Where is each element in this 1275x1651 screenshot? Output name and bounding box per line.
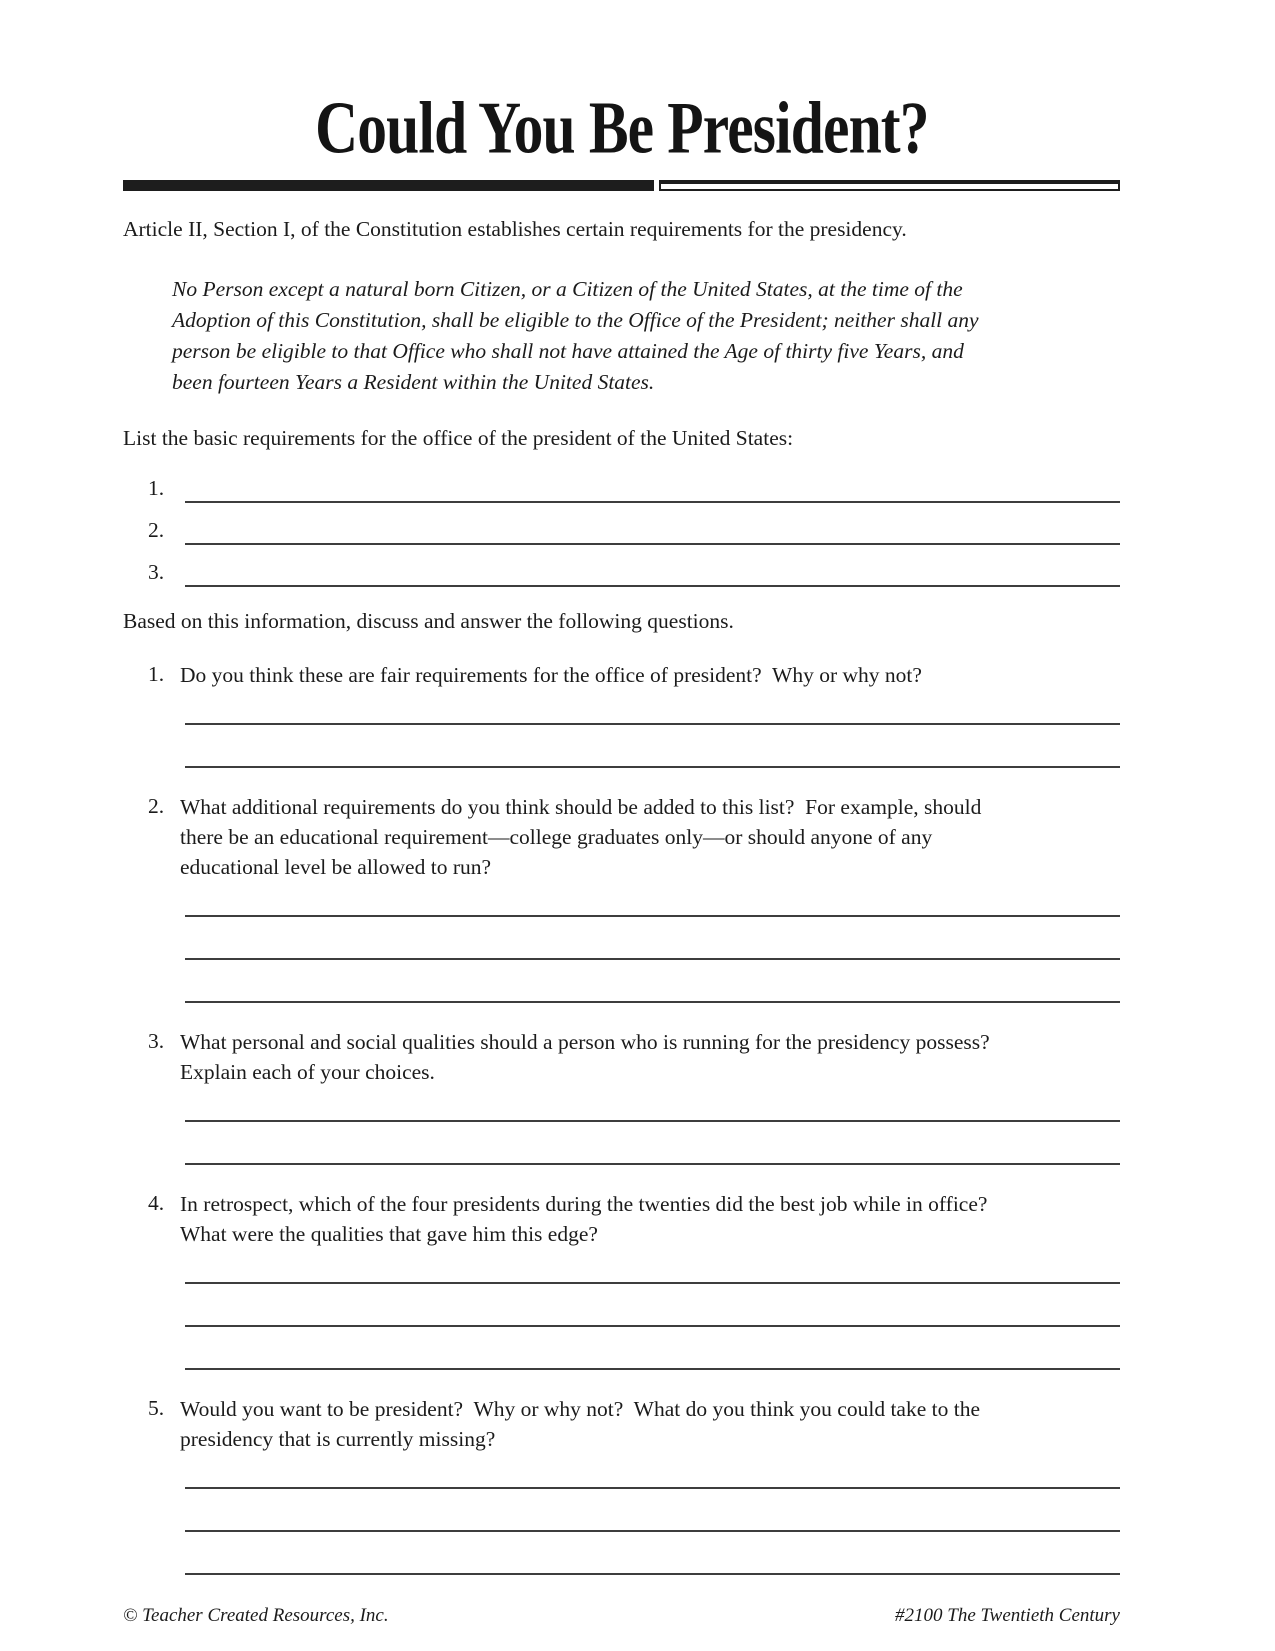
answer-blank-line	[185, 1489, 1120, 1532]
answer-lines	[185, 1087, 1120, 1165]
answer-lines	[185, 1249, 1120, 1370]
answer-blank-line	[185, 1454, 1120, 1489]
answer-blank-line	[185, 1327, 1120, 1370]
answer-blank-line	[185, 725, 1120, 768]
requirement-row	[123, 503, 1120, 545]
requirement-row	[123, 545, 1120, 587]
footer-book-id: #2100 The Twentieth Century	[895, 1605, 1120, 1626]
constitution-quote: No Person except a natural born Citizen, or a Citizen of the United States, at the time of the Adoption of this Constitution, shall be eligible to the Office of the President; neither shall any person be eligible to that Office who shall not have attained the Age of thirty five Years, and been fourteen Years a Resident within the United States.	[172, 277, 979, 394]
answer-blank-line	[185, 917, 1120, 960]
answer-blank-line	[185, 1284, 1120, 1327]
question-block	[123, 660, 1120, 690]
question-number: 3.	[148, 1029, 165, 1053]
requirement-number: 2.	[148, 518, 165, 542]
requirement-number: 1.	[148, 476, 165, 500]
answer-blank-line	[185, 1532, 1120, 1575]
title-divider	[123, 180, 1120, 191]
answer-lines	[185, 882, 1120, 1003]
answer-blank-line	[185, 690, 1120, 725]
question-text: What additional requirements do you think should be added to this list? For example, should there be an educational requirement—college graduates only—or should anyone of any educational level be allowed to run?	[180, 795, 982, 879]
requirement-blank-line	[185, 585, 1120, 587]
answer-blank-line	[185, 882, 1120, 917]
question-number: 2.	[148, 794, 165, 818]
requirement-blank-line	[185, 543, 1120, 545]
intro-text: Article II, Section I, of the Constitution establishes certain requirements for the presidency.	[123, 217, 907, 241]
title-wrap	[123, 87, 1120, 170]
answer-blank-line	[185, 960, 1120, 1003]
discussion-prompt: Based on this information, discuss and answer the following questions.	[123, 609, 734, 633]
list-prompt: List the basic requirements for the office of the president of the United States:	[123, 426, 794, 450]
question-block	[123, 1394, 1120, 1454]
footer-publisher: © Teacher Created Resources, Inc.	[123, 1605, 389, 1626]
divider-solid-bar	[123, 180, 654, 191]
requirements-list	[123, 461, 1120, 587]
question-text: Would you want to be president? Why or why not? What do you think you could take to the presidency that is currently missing?	[180, 1397, 980, 1451]
answer-lines	[185, 1454, 1120, 1575]
answer-lines	[185, 690, 1120, 768]
requirement-number: 3.	[148, 560, 165, 584]
question-block	[123, 1027, 1120, 1087]
answer-blank-line	[185, 1249, 1120, 1284]
question-number: 4.	[148, 1191, 165, 1215]
answer-blank-line	[185, 1087, 1120, 1122]
question-text: What personal and social qualities should a person who is running for the presidency possess? Explain each of your choices.	[180, 1030, 990, 1084]
requirement-blank-line	[185, 501, 1120, 503]
question-number: 5.	[148, 1396, 165, 1420]
question-block	[123, 792, 1120, 882]
question-text: Do you think these are fair requirements for the office of president? Why or why not?	[180, 663, 922, 687]
requirement-row	[123, 461, 1120, 503]
question-text: In retrospect, which of the four presidents during the twenties did the best job while in office? What were the qualities that gave him this edge?	[180, 1192, 988, 1246]
question-number: 1.	[148, 662, 165, 686]
page-footer	[123, 1601, 1120, 1630]
answer-blank-line	[185, 1122, 1120, 1165]
page-title: Could You Be President?	[314, 87, 929, 170]
question-block	[123, 1189, 1120, 1249]
divider-outline-box	[659, 180, 1120, 191]
